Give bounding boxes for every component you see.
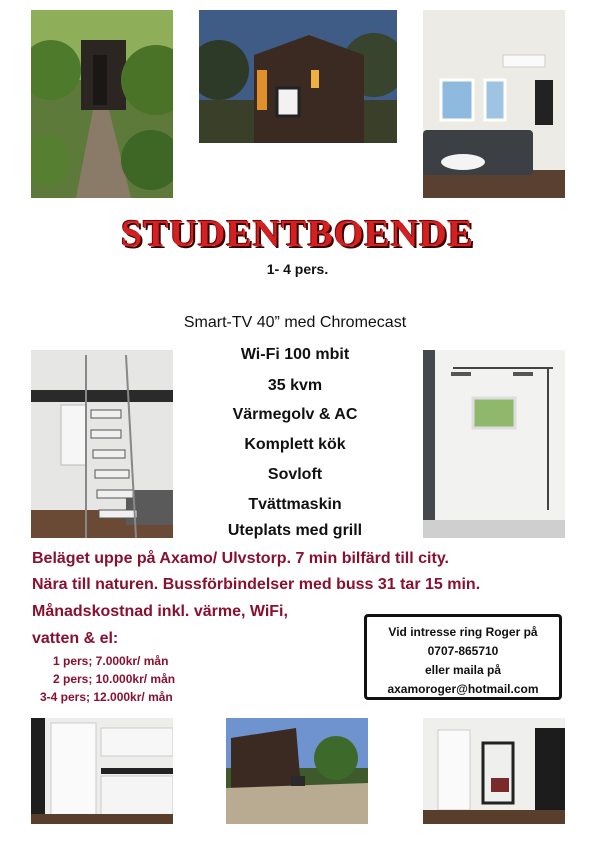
price-3-4-persons: 3-4 pers; 12.000kr/ mån [40, 690, 173, 704]
feature-sleeping-loft: Sovloft [267, 466, 323, 483]
cost-heading-cont: vatten & el: [32, 630, 119, 647]
cost-heading: Månadskostnad inkl. värme, WiFi, [32, 603, 288, 620]
contact-email: axamoroger@hotmail.com [387, 682, 539, 696]
feature-wifi: Wi-Fi 100 mbit [240, 346, 350, 363]
location-line-1: Beläget uppe på Axamo/ Ulvstorp. 7 min bilfärd till city. [32, 550, 449, 567]
photo-bathroom-shower [423, 350, 565, 538]
price-1-person: 1 pers; 7.000kr/ mån [53, 654, 169, 668]
persons-label: 1- 4 pers. [266, 261, 329, 277]
contact-box [364, 614, 562, 700]
price-2-persons: 2 pers; 10.000kr/ mån [53, 672, 176, 686]
feature-size: 35 kvm [267, 377, 323, 394]
feature-heating: Värmegolv & AC [232, 406, 358, 423]
photo-garden-path [31, 10, 173, 198]
feature-kitchen: Komplett kök [244, 436, 346, 453]
feature-patio: Uteplats med grill [227, 522, 363, 539]
photo-living-room [423, 10, 565, 198]
feature-washing-machine: Tvättmaskin [248, 496, 342, 513]
photo-entrance-hall [423, 718, 565, 824]
photo-loft-stairs [31, 350, 173, 538]
photo-cabin-evening [199, 10, 397, 143]
contact-phone: 0707-865710 [427, 644, 499, 658]
page-title: STUDENTBOENDE [121, 213, 474, 255]
location-line-2: Nära till naturen. Bussförbindelser med buss 31 tar 15 min. [32, 576, 481, 593]
photo-patio-deck [226, 718, 368, 824]
contact-intro: Vid intresse ring Roger på [388, 625, 538, 639]
feature-smart-tv: Smart-TV 40” med Chromecast [183, 314, 407, 331]
photo-kitchen [31, 718, 173, 824]
contact-or-email: eller maila på [424, 663, 502, 677]
